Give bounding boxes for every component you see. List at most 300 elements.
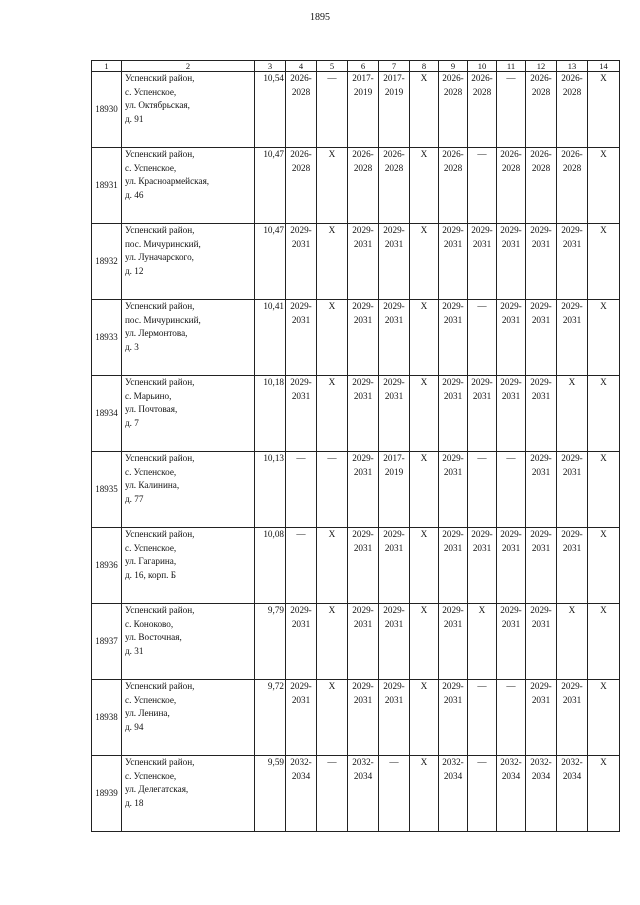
address-cell: [122, 300, 255, 376]
period-line: 2026-: [383, 149, 405, 159]
period-cell: [410, 680, 439, 756]
column-header: 1: [92, 61, 122, 72]
period-cell: [410, 604, 439, 680]
period-cell: [439, 756, 468, 832]
table-row: [92, 224, 620, 300]
period-line: 2028: [291, 86, 311, 97]
column-header: 10: [468, 61, 497, 72]
period-line: 2019: [384, 466, 404, 477]
period-cell: [557, 452, 588, 528]
address-cell: [122, 604, 255, 680]
address-line: ул. Гагарина,: [125, 556, 177, 566]
period-line: 2028: [562, 86, 582, 97]
area-value: 9,59: [255, 756, 286, 832]
period-line: X: [420, 605, 428, 615]
address-line: пос. Мичуринский,: [125, 238, 201, 249]
address-line: с. Успенское,: [125, 162, 177, 173]
period-line: 2029-: [352, 605, 374, 615]
record-id: 18930: [92, 72, 122, 148]
address-line: д. 91: [125, 113, 144, 124]
period-line: 2028: [384, 162, 404, 173]
period-cell: [379, 528, 410, 604]
address-line: с. Успенское,: [125, 466, 177, 477]
address-line: Успенский район,: [125, 149, 195, 159]
period-line: —: [477, 681, 487, 691]
period-line: 2031: [353, 238, 373, 249]
period-cell: [526, 680, 557, 756]
period-cell: [317, 756, 348, 832]
period-line: X: [600, 605, 607, 615]
period-line: X: [420, 149, 428, 159]
period-line: —: [389, 757, 399, 767]
period-cell: [439, 528, 468, 604]
period-cell: [317, 72, 348, 148]
period-cell: [468, 528, 497, 604]
period-cell: [286, 452, 317, 528]
column-header: 6: [348, 61, 379, 72]
period-line: 2031: [384, 238, 404, 249]
period-line: 2031: [562, 694, 582, 705]
address-cell: [122, 680, 255, 756]
period-cell: [526, 224, 557, 300]
period-line: —: [506, 453, 516, 463]
address-line: ул. Делегатская,: [125, 784, 189, 794]
address-line: Успенский район,: [125, 681, 195, 691]
period-line: X: [420, 377, 428, 387]
period-cell: [317, 148, 348, 224]
period-cell: [348, 376, 379, 452]
period-line: 2031: [562, 314, 582, 325]
period-cell: [468, 604, 497, 680]
record-id: 18934: [92, 376, 122, 452]
period-cell: [468, 300, 497, 376]
period-cell: [439, 680, 468, 756]
period-line: 2031: [562, 466, 582, 477]
page-number: 1895: [310, 12, 330, 23]
period-line: 2029-: [561, 681, 583, 691]
address-line: д. 31: [125, 645, 144, 656]
period-line: X: [600, 73, 607, 83]
period-line: X: [420, 529, 428, 539]
period-cell: [439, 452, 468, 528]
period-line: 2031: [472, 542, 492, 553]
address-line: Успенский район,: [125, 757, 195, 767]
area-value: 10,18: [255, 376, 286, 452]
record-id: 18931: [92, 148, 122, 224]
period-line: 2028: [562, 162, 582, 173]
period-cell: [468, 452, 497, 528]
period-cell: [588, 604, 620, 680]
period-line: 2028: [443, 86, 463, 97]
column-header: 14: [588, 61, 620, 72]
area-value: 9,79: [255, 604, 286, 680]
address-cell: [122, 224, 255, 300]
address-cell: [122, 528, 255, 604]
period-cell: [526, 376, 557, 452]
period-cell: [286, 72, 317, 148]
period-cell: [497, 224, 526, 300]
period-line: 2032-: [442, 757, 464, 767]
address-line: Успенский район,: [125, 605, 195, 615]
period-cell: [379, 756, 410, 832]
period-cell: [588, 452, 620, 528]
period-line: 2031: [291, 390, 311, 401]
period-line: X: [478, 605, 486, 615]
period-line: 2026-: [290, 149, 312, 159]
address-line: д. 16, корп. Б: [125, 569, 177, 580]
period-line: X: [600, 225, 607, 235]
period-line: X: [328, 149, 336, 159]
period-cell: [286, 148, 317, 224]
period-cell: [588, 680, 620, 756]
period-cell: [379, 224, 410, 300]
area-value: 10,08: [255, 528, 286, 604]
period-line: X: [328, 605, 336, 615]
period-cell: [526, 528, 557, 604]
period-line: —: [506, 73, 516, 83]
period-cell: [497, 452, 526, 528]
period-cell: [588, 224, 620, 300]
period-line: 2031: [472, 238, 492, 249]
address-line: д. 18: [125, 797, 144, 808]
period-line: 2029-: [530, 301, 552, 311]
table-row: [92, 756, 620, 832]
period-line: 2029-: [352, 301, 374, 311]
record-id: 18939: [92, 756, 122, 832]
period-cell: [410, 72, 439, 148]
period-cell: [348, 756, 379, 832]
period-cell: [348, 452, 379, 528]
period-cell: [286, 528, 317, 604]
period-line: 2029-: [442, 453, 464, 463]
column-header: 8: [410, 61, 439, 72]
period-line: 2031: [562, 542, 582, 553]
period-line: 2031: [531, 694, 551, 705]
address-line: ул. Ленина,: [125, 708, 170, 718]
table-row: [92, 604, 620, 680]
period-line: 2028: [443, 162, 463, 173]
period-cell: [286, 300, 317, 376]
period-line: 2029-: [352, 529, 374, 539]
table-row: [92, 452, 620, 528]
period-line: 2031: [501, 618, 521, 629]
period-line: 2031: [501, 238, 521, 249]
period-cell: [317, 300, 348, 376]
table-row: [92, 72, 620, 148]
address-line: ул. Лермонтова,: [125, 328, 188, 338]
period-cell: [497, 604, 526, 680]
address-line: Успенский район,: [125, 529, 195, 539]
period-cell: [557, 224, 588, 300]
period-line: 2031: [384, 314, 404, 325]
period-cell: [557, 756, 588, 832]
period-cell: [286, 376, 317, 452]
period-cell: [588, 756, 620, 832]
period-line: 2017-: [383, 453, 405, 463]
period-line: —: [477, 149, 487, 159]
record-id: 18937: [92, 604, 122, 680]
period-line: 2034: [531, 770, 551, 781]
period-line: X: [420, 681, 428, 691]
column-header: 11: [497, 61, 526, 72]
period-line: 2029-: [442, 225, 464, 235]
period-cell: [286, 224, 317, 300]
period-line: 2031: [291, 694, 311, 705]
period-line: 2034: [443, 770, 463, 781]
period-line: X: [600, 757, 607, 767]
period-cell: [526, 452, 557, 528]
period-cell: [557, 376, 588, 452]
area-value: 10,41: [255, 300, 286, 376]
period-line: 2029-: [471, 529, 493, 539]
record-id: 18938: [92, 680, 122, 756]
address-line: д. 7: [125, 417, 139, 428]
period-line: 2029-: [530, 681, 552, 691]
period-line: 2029-: [471, 225, 493, 235]
period-cell: [348, 148, 379, 224]
address-line: ул. Почтовая,: [125, 404, 178, 414]
period-line: 2029-: [442, 529, 464, 539]
period-line: 2029-: [442, 681, 464, 691]
period-line: 2017-: [352, 73, 374, 83]
period-line: 2031: [443, 466, 463, 477]
period-cell: [497, 376, 526, 452]
period-line: 2026-: [352, 149, 374, 159]
period-line: 2031: [443, 390, 463, 401]
address-line: д. 46: [125, 189, 144, 200]
period-line: 2029-: [442, 377, 464, 387]
column-header: 3: [255, 61, 286, 72]
period-cell: [557, 148, 588, 224]
period-line: 2031: [291, 618, 311, 629]
period-cell: [286, 756, 317, 832]
period-line: 2031: [531, 238, 551, 249]
period-line: 2032-: [352, 757, 374, 767]
period-line: 2032-: [530, 757, 552, 767]
period-cell: [439, 604, 468, 680]
period-line: 2029-: [561, 529, 583, 539]
address-line: д. 77: [125, 493, 144, 504]
period-line: X: [568, 605, 576, 615]
period-line: —: [506, 681, 516, 691]
address-line: д. 12: [125, 265, 144, 276]
period-cell: [410, 528, 439, 604]
period-cell: [317, 604, 348, 680]
period-line: 2029-: [500, 529, 522, 539]
record-id: 18933: [92, 300, 122, 376]
period-line: 2029-: [383, 301, 405, 311]
address-line: с. Успенское,: [125, 770, 177, 781]
period-line: X: [420, 453, 428, 463]
period-cell: [410, 300, 439, 376]
record-id: 18936: [92, 528, 122, 604]
period-line: 2031: [384, 390, 404, 401]
period-line: 2029-: [290, 681, 312, 691]
header-row: [92, 61, 620, 72]
period-line: X: [600, 301, 607, 311]
period-line: 2031: [291, 314, 311, 325]
period-line: 2026-: [561, 73, 583, 83]
period-line: 2031: [384, 694, 404, 705]
period-cell: [497, 148, 526, 224]
period-cell: [439, 72, 468, 148]
period-line: 2029-: [383, 225, 405, 235]
period-line: 2034: [291, 770, 311, 781]
period-cell: [348, 300, 379, 376]
period-cell: [468, 376, 497, 452]
period-line: 2034: [501, 770, 521, 781]
period-line: 2029-: [290, 377, 312, 387]
period-cell: [439, 224, 468, 300]
period-line: 2031: [531, 466, 551, 477]
period-cell: [557, 72, 588, 148]
period-line: —: [327, 73, 337, 83]
period-line: 2029-: [352, 681, 374, 691]
period-line: —: [327, 453, 337, 463]
period-cell: [439, 148, 468, 224]
period-cell: [348, 224, 379, 300]
area-value: 10,47: [255, 148, 286, 224]
period-line: 2029-: [500, 377, 522, 387]
period-line: 2031: [531, 618, 551, 629]
period-cell: [557, 604, 588, 680]
period-cell: [379, 680, 410, 756]
column-header: 7: [379, 61, 410, 72]
period-line: 2031: [291, 238, 311, 249]
period-line: 2029-: [352, 377, 374, 387]
period-line: 2029-: [471, 377, 493, 387]
period-line: 2029-: [561, 301, 583, 311]
period-cell: [379, 300, 410, 376]
address-cell: [122, 148, 255, 224]
period-line: —: [477, 757, 487, 767]
period-line: X: [600, 453, 607, 463]
address-line: с. Успенское,: [125, 542, 177, 553]
address-line: Успенский район,: [125, 225, 195, 235]
period-line: 2029-: [442, 605, 464, 615]
period-cell: [557, 680, 588, 756]
period-cell: [497, 528, 526, 604]
period-line: 2029-: [500, 605, 522, 615]
table-row: [92, 148, 620, 224]
period-line: 2029-: [561, 453, 583, 463]
period-line: 2026-: [500, 149, 522, 159]
period-line: 2031: [501, 314, 521, 325]
period-line: —: [477, 453, 487, 463]
period-cell: [317, 376, 348, 452]
period-cell: [497, 680, 526, 756]
period-line: 2031: [443, 694, 463, 705]
period-line: 2031: [384, 542, 404, 553]
address-line: с. Марьино,: [125, 390, 172, 401]
period-line: 2031: [353, 466, 373, 477]
address-line: д. 94: [125, 721, 144, 732]
period-line: 2031: [353, 694, 373, 705]
period-cell: [286, 604, 317, 680]
period-line: 2029-: [290, 605, 312, 615]
column-header: 12: [526, 61, 557, 72]
period-line: 2031: [472, 390, 492, 401]
period-line: 2017-: [383, 73, 405, 83]
period-cell: [348, 604, 379, 680]
period-cell: [497, 300, 526, 376]
period-line: 2031: [353, 542, 373, 553]
period-cell: [468, 224, 497, 300]
period-line: 2031: [443, 238, 463, 249]
period-cell: [526, 604, 557, 680]
period-cell: [410, 756, 439, 832]
period-line: 2028: [531, 162, 551, 173]
period-line: X: [568, 377, 576, 387]
address-line: ул. Калинина,: [125, 480, 180, 490]
column-header: 13: [557, 61, 588, 72]
period-line: X: [420, 225, 428, 235]
period-line: —: [327, 757, 337, 767]
column-header: 2: [122, 61, 255, 72]
period-line: 2029-: [530, 225, 552, 235]
period-cell: [588, 528, 620, 604]
period-line: 2031: [353, 314, 373, 325]
address-line: пос. Мичуринский,: [125, 314, 201, 325]
period-line: 2032-: [500, 757, 522, 767]
period-cell: [588, 376, 620, 452]
address-line: ул. Восточная,: [125, 632, 182, 642]
period-line: 2026-: [530, 149, 552, 159]
period-line: 2029-: [500, 225, 522, 235]
period-line: 2031: [501, 542, 521, 553]
period-line: 2031: [353, 390, 373, 401]
period-line: X: [328, 529, 336, 539]
period-line: 2031: [531, 542, 551, 553]
period-cell: [439, 376, 468, 452]
period-line: 2029-: [530, 453, 552, 463]
period-line: 2029-: [442, 301, 464, 311]
period-line: 2026-: [471, 73, 493, 83]
address-cell: [122, 452, 255, 528]
period-cell: [526, 72, 557, 148]
period-line: X: [328, 377, 336, 387]
period-cell: [410, 376, 439, 452]
period-line: X: [600, 681, 607, 691]
period-line: X: [600, 149, 607, 159]
address-line: д. 3: [125, 341, 139, 352]
period-line: 2029-: [352, 453, 374, 463]
table-row: [92, 680, 620, 756]
period-line: X: [600, 529, 607, 539]
period-cell: [468, 148, 497, 224]
period-cell: [379, 376, 410, 452]
column-header: 9: [439, 61, 468, 72]
period-cell: [379, 148, 410, 224]
period-line: 2034: [562, 770, 582, 781]
period-line: X: [328, 225, 336, 235]
table-row: [92, 300, 620, 376]
column-header: 5: [317, 61, 348, 72]
period-cell: [317, 452, 348, 528]
period-line: 2028: [353, 162, 373, 173]
period-cell: [468, 756, 497, 832]
period-line: X: [328, 301, 336, 311]
record-id: 18935: [92, 452, 122, 528]
period-line: 2026-: [530, 73, 552, 83]
period-line: 2031: [443, 618, 463, 629]
period-line: 2029-: [290, 301, 312, 311]
column-header: 4: [286, 61, 317, 72]
period-line: X: [420, 73, 428, 83]
period-cell: [348, 680, 379, 756]
address-cell: [122, 72, 255, 148]
period-line: 2028: [501, 162, 521, 173]
